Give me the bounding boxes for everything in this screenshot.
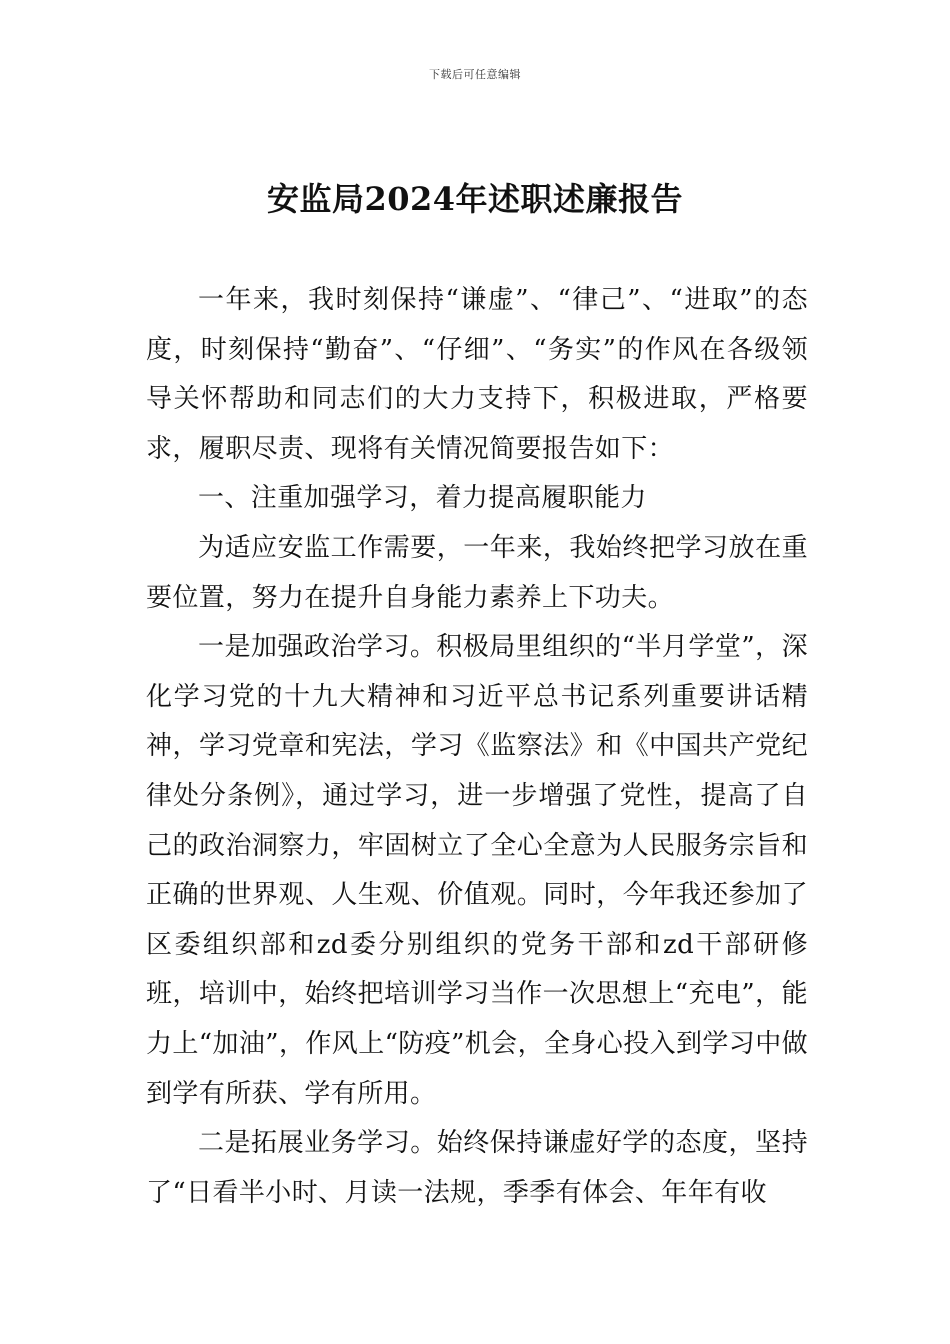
section-heading-1: 一、注重加强学习，着力提高履职能力 — [198, 483, 647, 514]
paragraph-business-study: 二是拓展业务学习。始终保持谦虚好学的态度，坚持了“日看半小时、月读一法规，季季有体会、年年有收 — [146, 1128, 808, 1208]
paragraph-section-1-intro: 为适应安监工作需要，一年来，我始终把学习放在重要位置，努力在提升自身能力素养上下功夫。 — [146, 532, 808, 613]
document-title: 安监局2024年述职述廉报告 — [266, 180, 684, 218]
paragraph-intro: 一年来，我时刻保持“谦虚”、“律己”、“进取”的态度，时刻保持“勤奋”、“仔细”、“务实”的作风在各级领导关怀帮助和同志们的大力支持下，积极进取，严格要求，履职尽责、现将有关情况简要报告如下： — [146, 285, 808, 464]
paragraph-political-study: 一是加强政治学习。积极局里组织的“半月学堂”，深化学习党的十九大精神和习近平总书记系列重要讲话精神，学习党章和宪法，学习《监察法》和《中国共产党纪律处分条例》，通过学习，进一步增强了党性，提高了自己的政治洞察力，牢固树立了全心全意为人民服务宗旨和正确的世界观、人生观、价值观。同时，今年我还参加了区委组织部和zd委分别组织的党务干部和zd干部研修班，培训中，始终把培训学习当作一次思想上“充电”，能力上“加油”，作风上“防疫”机会，全身心投入到学习中做到学有所获、学有所用。 — [146, 632, 808, 1109]
document-body — [146, 276, 808, 1218]
header-note: 下载后可任意编辑 — [429, 68, 521, 81]
